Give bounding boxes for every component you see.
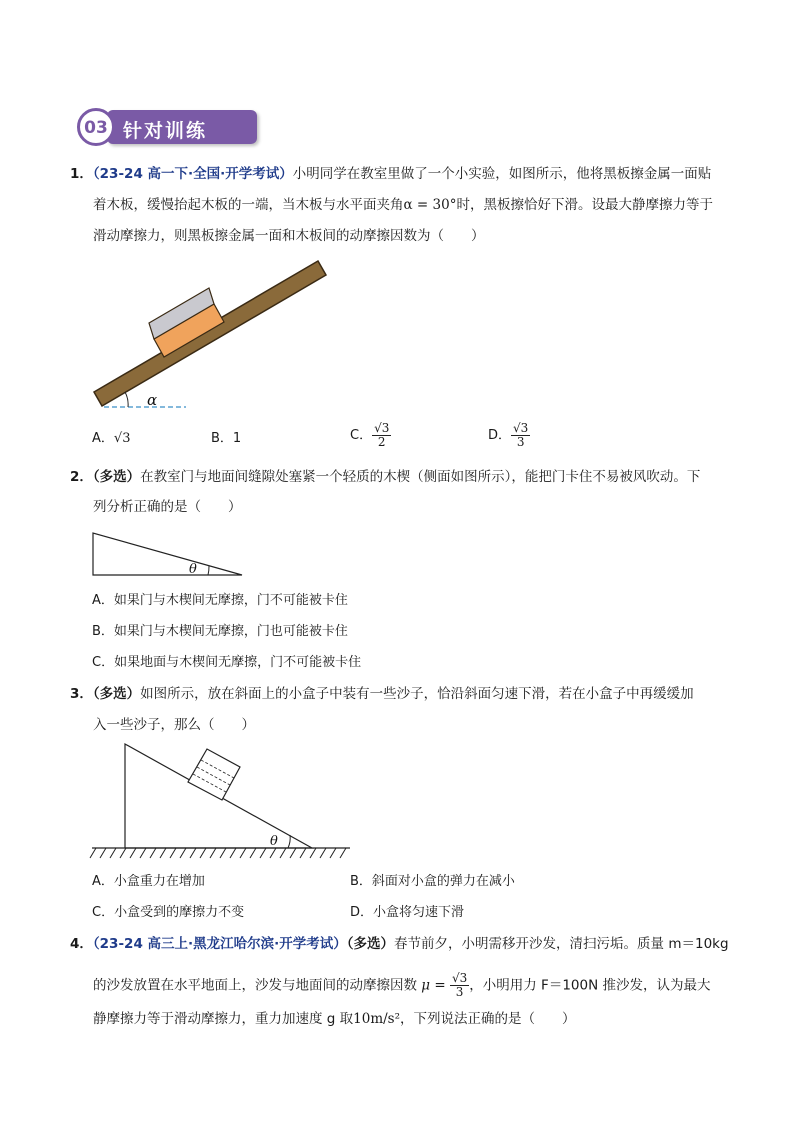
q3-ground-hatching (90, 848, 346, 858)
q2-wedge-figure (88, 530, 248, 580)
q4-gravity-value: 10m/s² (353, 1011, 401, 1027)
q1-angle-label: α (147, 391, 158, 409)
q4-tag: （多选） (346, 936, 395, 952)
q3-number: 3． (70, 686, 93, 702)
q1-line2-b: 时，黑板擦恰好下滑。设最大静摩擦力等于 (456, 197, 713, 213)
q1-option-a-value: √3 (113, 431, 131, 446)
q4-line3-b: ，下列说法正确的是（ ） (400, 1011, 576, 1027)
q1-option-c-fraction (372, 422, 391, 449)
q2-angle-arc (208, 566, 209, 575)
q3-option-b[interactable]: B．斜面对小盒的弹力在减小 (350, 874, 515, 889)
q1-angle-math: α = 30° (403, 197, 457, 213)
q1-option-c-label: C． (350, 428, 373, 443)
section-title: 针对训练 (123, 120, 208, 142)
q4-mu-den: 3 (455, 985, 464, 999)
q1-line1-text: 小明同学在教室里做了一个小实验，如图所示，他将黑板擦金属一面贴 (292, 166, 712, 182)
q1-option-a[interactable] (92, 430, 130, 448)
q3-tag: （多选） (92, 686, 141, 702)
q3-option-c[interactable]: C．小盒受到的摩擦力不变 (92, 905, 245, 920)
q2-wedge (93, 533, 242, 575)
q4-line2-a: 的沙发放置在水平地面上，沙发与地面间的动摩擦因数 (93, 977, 417, 994)
q4-line-1 (70, 935, 729, 953)
q2-option-a[interactable]: A．如果门与木楔间无摩擦，门不可能被卡住 (92, 593, 348, 608)
q1-wooden-board (94, 261, 326, 406)
q2-line-1 (70, 468, 700, 486)
q1-option-b-value: 1 (232, 431, 242, 446)
q2-angle-label: θ (189, 562, 197, 577)
q1-option-b-label: B． (211, 431, 233, 446)
q4-mu-num: √3 (451, 971, 468, 985)
q4-mu-symbol: μ = (421, 977, 446, 994)
section-number: 03 (84, 118, 108, 138)
q2-line-2: 列分析正确的是（ ） (93, 499, 242, 515)
q2-option-c[interactable]: C．如果地面与木楔间无摩擦，门不可能被卡住 (92, 655, 362, 670)
q4-line2-b: ，小明用力 F＝100N 推沙发，认为最大 (469, 977, 711, 994)
q1-source: （23-24 高一下·全国·开学考试） (92, 166, 293, 182)
q1-option-c[interactable] (350, 422, 391, 449)
q3-line-1 (70, 685, 694, 703)
q2-tag: （多选） (92, 469, 141, 485)
section-number-circle (77, 108, 115, 146)
section-title-bar (107, 110, 257, 144)
q1-option-d-label: D． (488, 428, 512, 443)
q4-line1-text: 春节前夕，小明需移开沙发，清扫污垢。质量 m＝10kg (394, 936, 729, 952)
q4-line-2 (93, 972, 710, 999)
q1-option-d[interactable] (488, 422, 530, 449)
q1-option-c-num: √3 (374, 421, 390, 435)
q1-line2-a: 着木板，缓慢抬起木板的一端，当木板与水平面夹角 (93, 197, 404, 213)
q3-option-d[interactable]: D．小盒将匀速下滑 (350, 905, 465, 920)
q1-incline-figure (90, 255, 330, 417)
q1-angle-arc (125, 392, 128, 407)
q1-option-d-num: √3 (513, 421, 529, 435)
q1-option-a-label: A． (92, 431, 114, 446)
q2-option-b[interactable]: B．如果门与木楔间无摩擦，门也可能被卡住 (92, 624, 348, 639)
q3-option-a[interactable]: A．小盒重力在增加 (92, 874, 205, 889)
q3-angle-label: θ (270, 834, 278, 849)
q3-sand-box (188, 749, 240, 800)
q1-option-c-den: 2 (377, 435, 386, 449)
q4-mu-fraction (450, 972, 469, 999)
q3-line1-text: 如图所示，放在斜面上的小盒子中装有一些沙子，恰沿斜面匀速下滑，若在小盒子中再缓缓加 (140, 686, 694, 702)
q1-line-3: 滑动摩擦力，则黑板擦金属一面和木板间的动摩擦因数为（ ） (93, 228, 485, 244)
q1-option-d-fraction (511, 422, 530, 449)
q3-incline-figure (88, 740, 354, 864)
q4-line3-a: 静摩擦力等于滑动摩擦力，重力加速度 g 取 (93, 1011, 354, 1027)
q3-line-2: 入一些沙子，那么（ ） (93, 717, 255, 733)
q3-angle-arc (288, 835, 290, 848)
q1-option-d-den: 3 (516, 435, 525, 449)
q1-number: 1． (70, 166, 93, 182)
q4-line-3 (93, 1010, 576, 1028)
q2-line1-text: 在教室门与地面间缝隙处塞紧一个轻质的木楔（侧面如图所示），能把门卡住不易被风吹动。下 (140, 469, 701, 485)
q1-option-b[interactable] (211, 430, 241, 448)
section-badge (77, 108, 259, 148)
q2-number: 2． (70, 469, 93, 485)
q4-number: 4． (70, 936, 93, 952)
q1-line-1 (70, 165, 711, 183)
q1-line-2 (93, 196, 713, 214)
q4-source: （23-24 高三上·黑龙江哈尔滨·开学考试） (92, 936, 347, 952)
